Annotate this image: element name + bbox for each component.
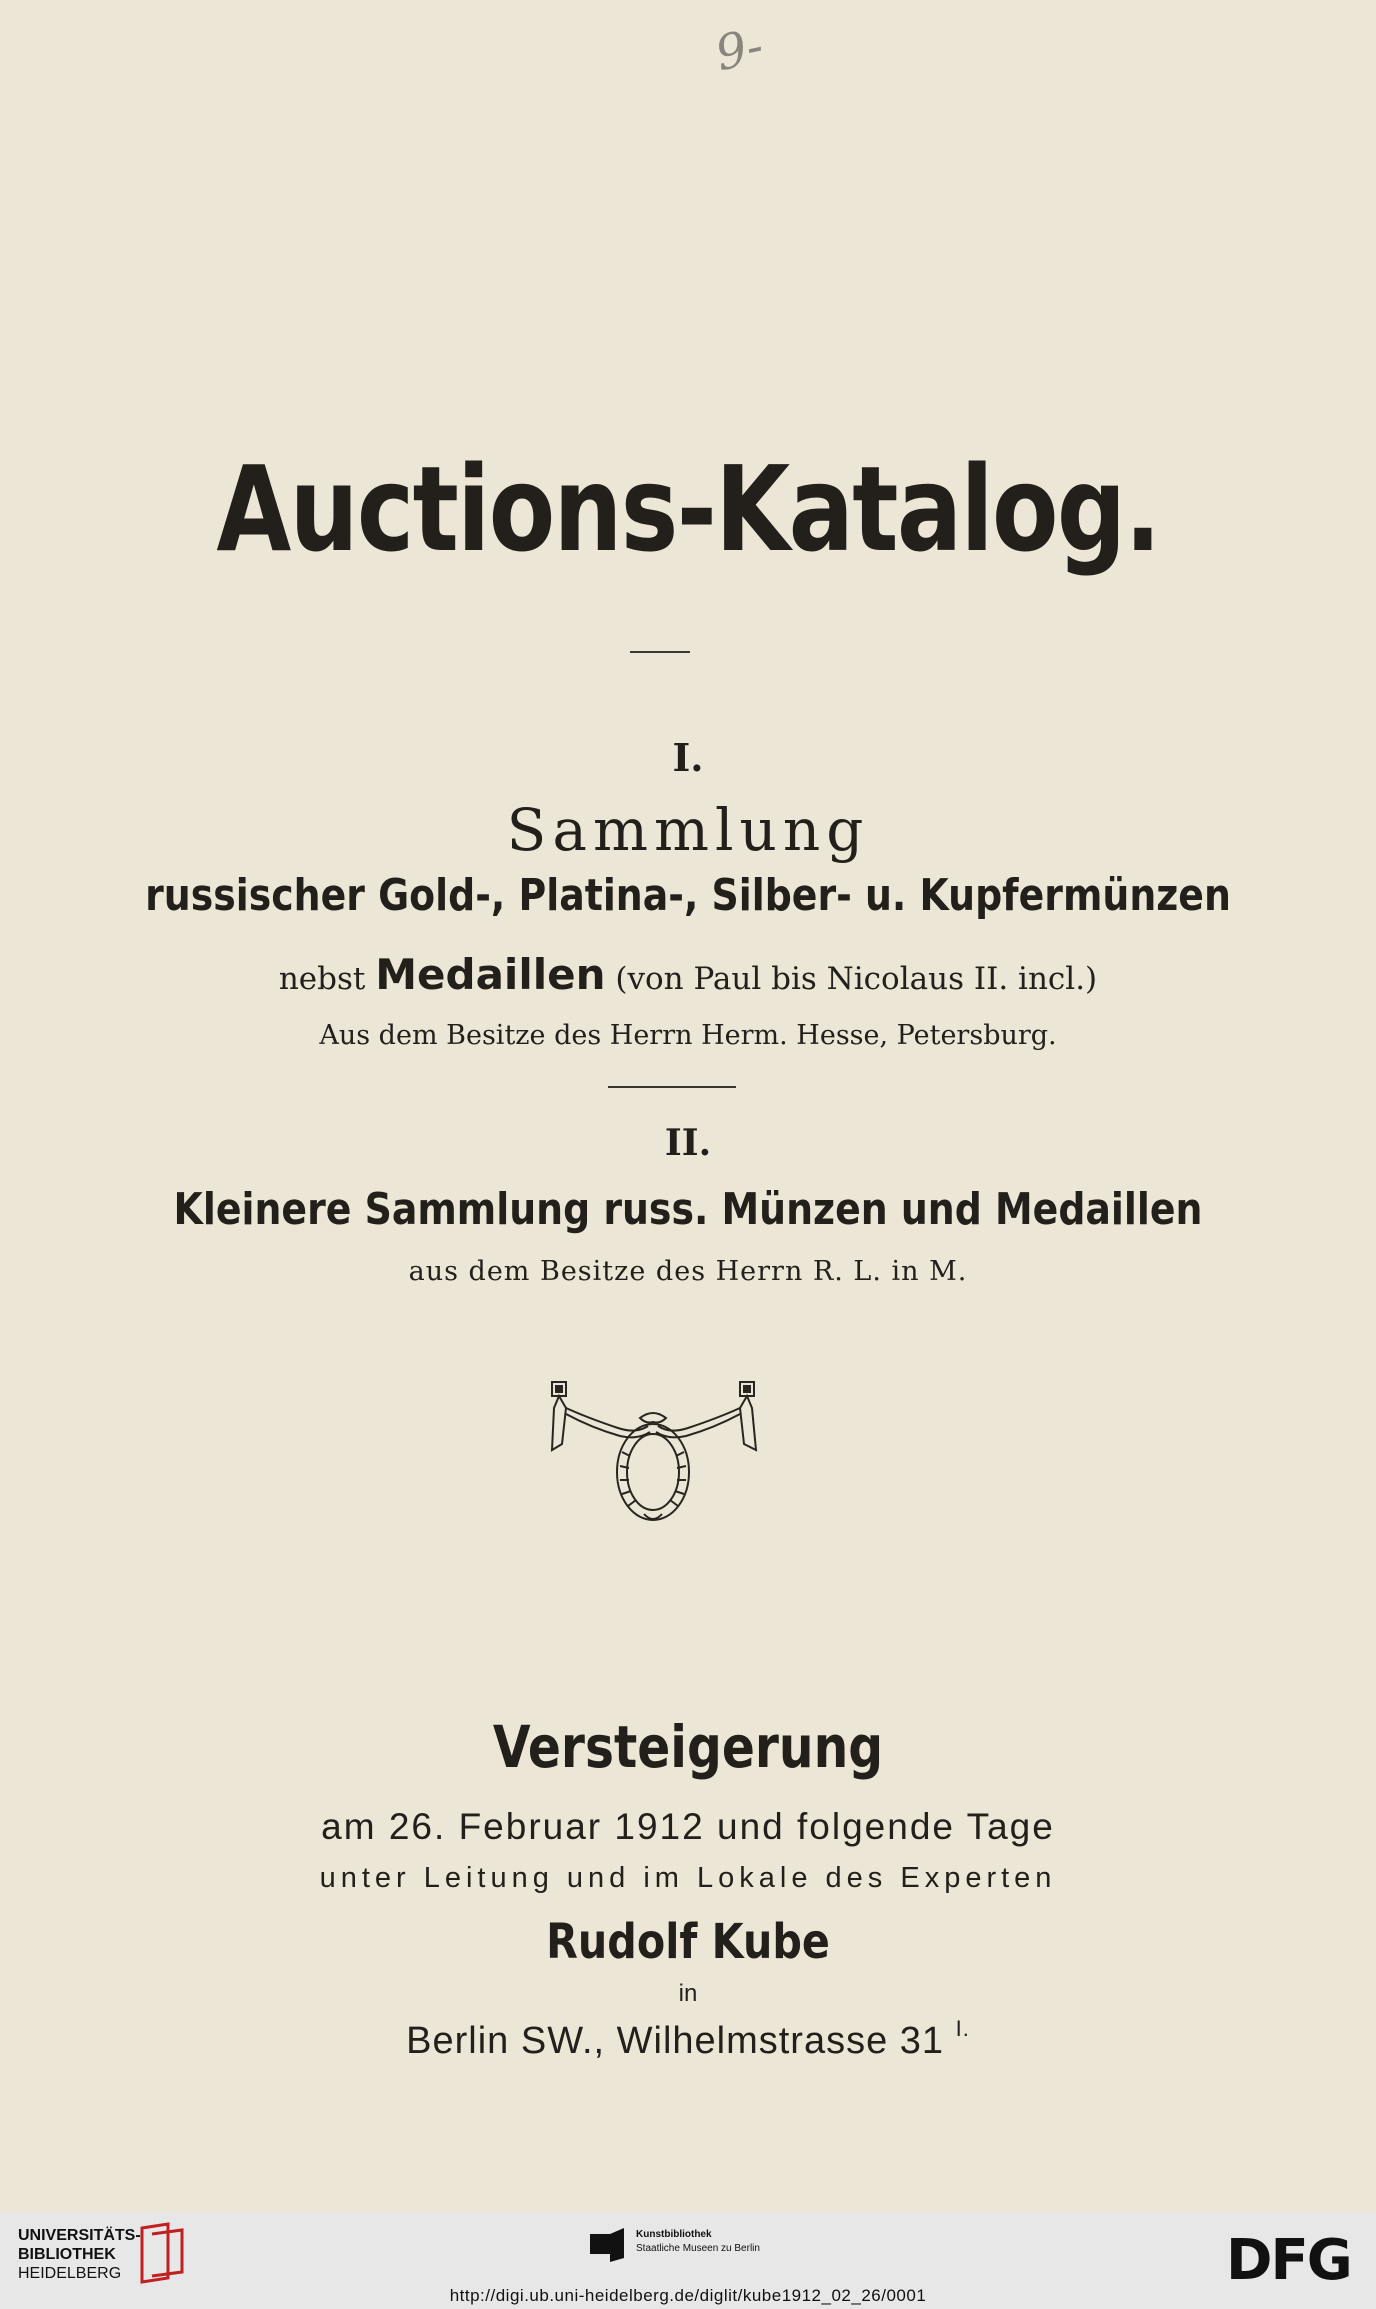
digitization-footer: [0, 2212, 1376, 2309]
part2-provenance: aus dem Besitze des Herrn R. L. in M.: [408, 1256, 968, 1287]
catalog-title: Auctions-Katalog.: [216, 440, 1160, 578]
part1-subject: russischer Gold-, Platina-, Silber- u. Kupfermünzen: [145, 870, 1231, 921]
ub-line2: BIBLIOTHEK: [18, 2246, 116, 2263]
part1-provenance: Aus dem Besitze des Herrn Herm. Hesse, Petersburg.: [319, 1020, 1057, 1051]
address-text: Berlin SW., Wilhelmstrasse 31: [406, 2020, 945, 2062]
auction-date: am 26. Februar 1912 und folgende Tage: [321, 1806, 1055, 1847]
ub-line1: UNIVERSITÄTS-: [18, 2227, 141, 2244]
dfg-logo: DFG: [1226, 2228, 1351, 2293]
kunstbibliothek-text: [636, 2228, 760, 2256]
divider-rule-2: [608, 1086, 736, 1088]
ub-logo-icon: [138, 2222, 190, 2284]
kb-line2: Staatliche Museen zu Berlin: [636, 2243, 760, 2254]
auction-heading: Versteigerung: [492, 1713, 884, 1781]
auction-direction: unter Leitung und im Lokale des Experten: [319, 1862, 1057, 1894]
auction-address: [0, 2016, 1376, 2063]
nebst-prefix: nebst: [278, 961, 376, 997]
pencil-note: 9-: [710, 17, 769, 83]
divider-rule: [630, 651, 690, 653]
source-url[interactable]: http://digi.ub.uni-heidelberg.de/diglit/kube1912_02_26/0001: [449, 2286, 927, 2305]
part2-heading: Kleinere Sammlung russ. Münzen und Medaillen: [173, 1184, 1203, 1235]
part2-numeral: II.: [664, 1122, 712, 1164]
ub-heidelberg-logo-text: [18, 2226, 141, 2283]
wreath-ornament-icon: [548, 1378, 762, 1526]
ub-line3: HEIDELBERG: [18, 2265, 122, 2282]
in-word: in: [678, 1980, 698, 2007]
kunstbibliothek-logo-icon: [590, 2228, 628, 2262]
kb-line1: Kunstbibliothek: [636, 2229, 712, 2240]
expert-name: Rudolf Kube: [546, 1914, 830, 1970]
address-floor: I.: [955, 2016, 970, 2041]
part1-nebst-line: [0, 950, 1376, 999]
nebst-suffix: (von Paul bis Nicolaus II. incl.): [605, 961, 1098, 997]
part1-heading: Sammlung: [506, 796, 870, 864]
nebst-bold: Medaillen: [375, 950, 606, 999]
part1-numeral: I.: [672, 735, 704, 780]
